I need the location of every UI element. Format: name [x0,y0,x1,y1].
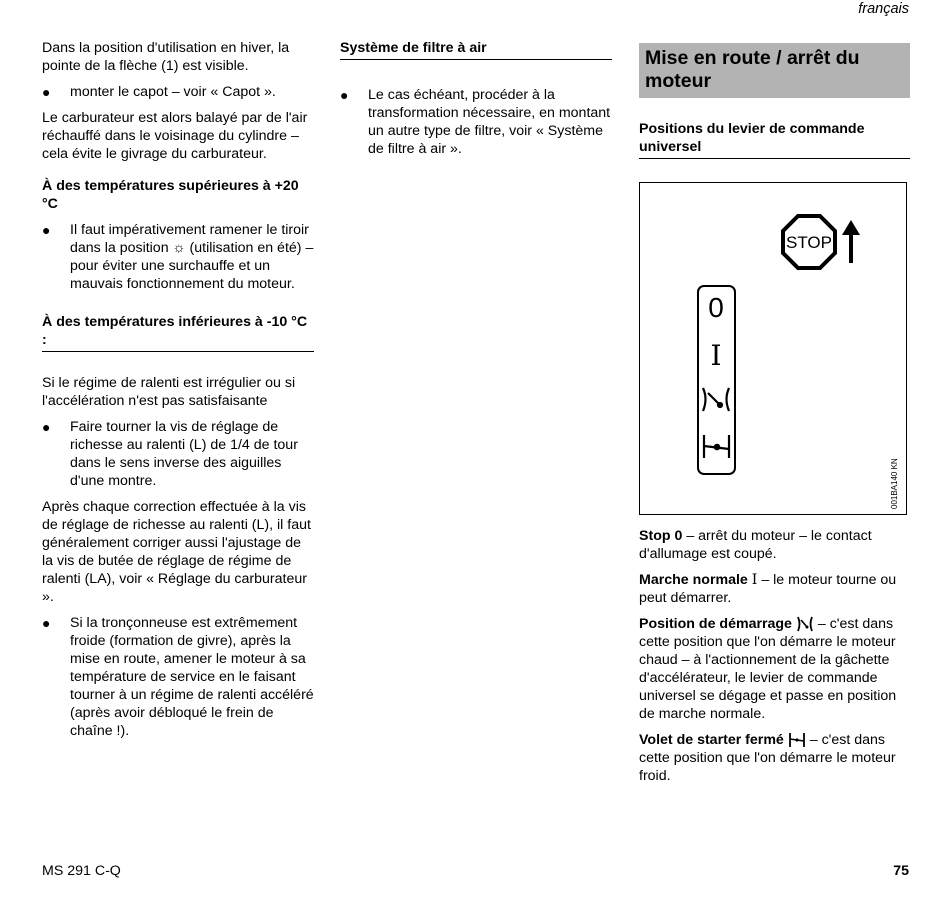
bullet-text: Le cas échéant, procéder à la transformation nécessaire, en montant un autre type de filtre, voir « Système de filtre à air ». [368,87,611,157]
bullet-item [42,221,314,293]
section-title: Mise en route / arrêt du moteur [639,43,910,98]
paragraph-choke [639,731,911,785]
stop-text: – arrêt du moteur – le contact d'allumage est coupé. [639,528,872,562]
column-2 [340,39,612,166]
footer-model: MS 291 C-Q [42,863,121,879]
start-label: Position de démarrage [639,616,792,632]
bullet-item [42,614,314,740]
bullet-icon: ● [340,87,349,103]
bullet-text: Si la tronçonneuse est extrêmement froide (formation de givre), après la mise en route, amener le moteur à sa température de service en le faisant tourner à un régime de ralenti accéléré (après avoir débloqué le frein de chaîne !). [70,615,314,739]
paragraph: Après chaque correction effectuée à la vis de réglage de richesse au ralenti (L), il faut généralement corriger aussi l'ajustage de la vis de butée de réglage de régime de ralenti (LA), voir « Réglage du carburateur ». [42,499,311,605]
bullet-icon: ● [42,419,51,435]
language-label: français [858,1,909,17]
run-symbol: I [751,572,758,588]
arrow-up-icon [842,220,860,263]
run-text: – le moteur tourne ou peut démarrer. [639,572,897,606]
paragraph: Dans la position d'utilisation en hiver, la pointe de la flèche (1) est visible. [42,40,290,74]
choke-icon [704,435,729,458]
control-lever-figure: STOP 0 I 001BA140 KN [639,182,907,515]
subheading: Système de filtre à air [340,39,612,60]
warm-start-icon [703,388,729,411]
paragraph-start [639,615,911,723]
lever-positions-text [639,527,911,793]
warm-start-icon [796,616,814,632]
bullet-item [42,418,314,490]
start-text: – c'est dans cette position que l'on démarre le moteur chaud – à l'actionnement de la gâchette d'accélérateur, le levier de commande universel se dégage et passe en position de marche normale. [639,616,897,722]
column-1 [42,39,314,748]
choke-text: – c'est dans cette position que l'on démarre le moteur froid. [639,732,896,784]
column-3 [639,39,910,167]
bullet-item [340,86,612,158]
choke-label: Volet de starter fermé [639,732,784,748]
paragraph: Si le régime de ralenti est irrégulier ou si l'accélération n'est pas satisfaisante [42,375,296,409]
position-i-label: I [710,339,722,372]
subheading: À des températures supérieures à +20 °C [42,178,299,212]
run-label: Marche normale [639,572,748,588]
position-0-label: 0 [708,292,724,323]
paragraph: Le carburateur est alors balayé par de l'air réchauffé dans le voisinage du cylindre – cela évite le givrage du carburateur. [42,110,308,162]
control-lever-diagram [640,183,905,513]
bullet-icon: ● [42,84,51,100]
bullet-icon: ● [42,222,51,238]
bullet-text-pre: Il faut impérativement ramener le tiroir dans la position [70,222,309,256]
stop-sign-icon [783,216,835,268]
stop-label: Stop 0 [639,528,683,544]
bullet-text: Faire tourner la vis de réglage de richesse au ralenti (L) de 1/4 de tour dans le sens inverse des aiguilles d'une montre. [70,419,298,489]
paragraph-stop [639,527,911,563]
stop-sign-text: STOP [786,233,832,252]
bullet-item [42,83,314,101]
subheading: Positions du levier de commande universel [639,120,910,159]
sun-icon: ☼ [172,240,186,256]
bullet-icon: ● [42,615,51,631]
page-number: 75 [893,863,909,879]
subheading: À des températures inférieures à -10 °C : [42,313,314,352]
bullet-text-post: (utilisation en été) – pour éviter une surchauffe et un mauvais fonctionnement du moteur. [70,240,314,292]
paragraph-run [639,571,911,607]
bullet-text: monter le capot – voir « Capot ». [70,84,276,100]
choke-icon [788,732,806,748]
